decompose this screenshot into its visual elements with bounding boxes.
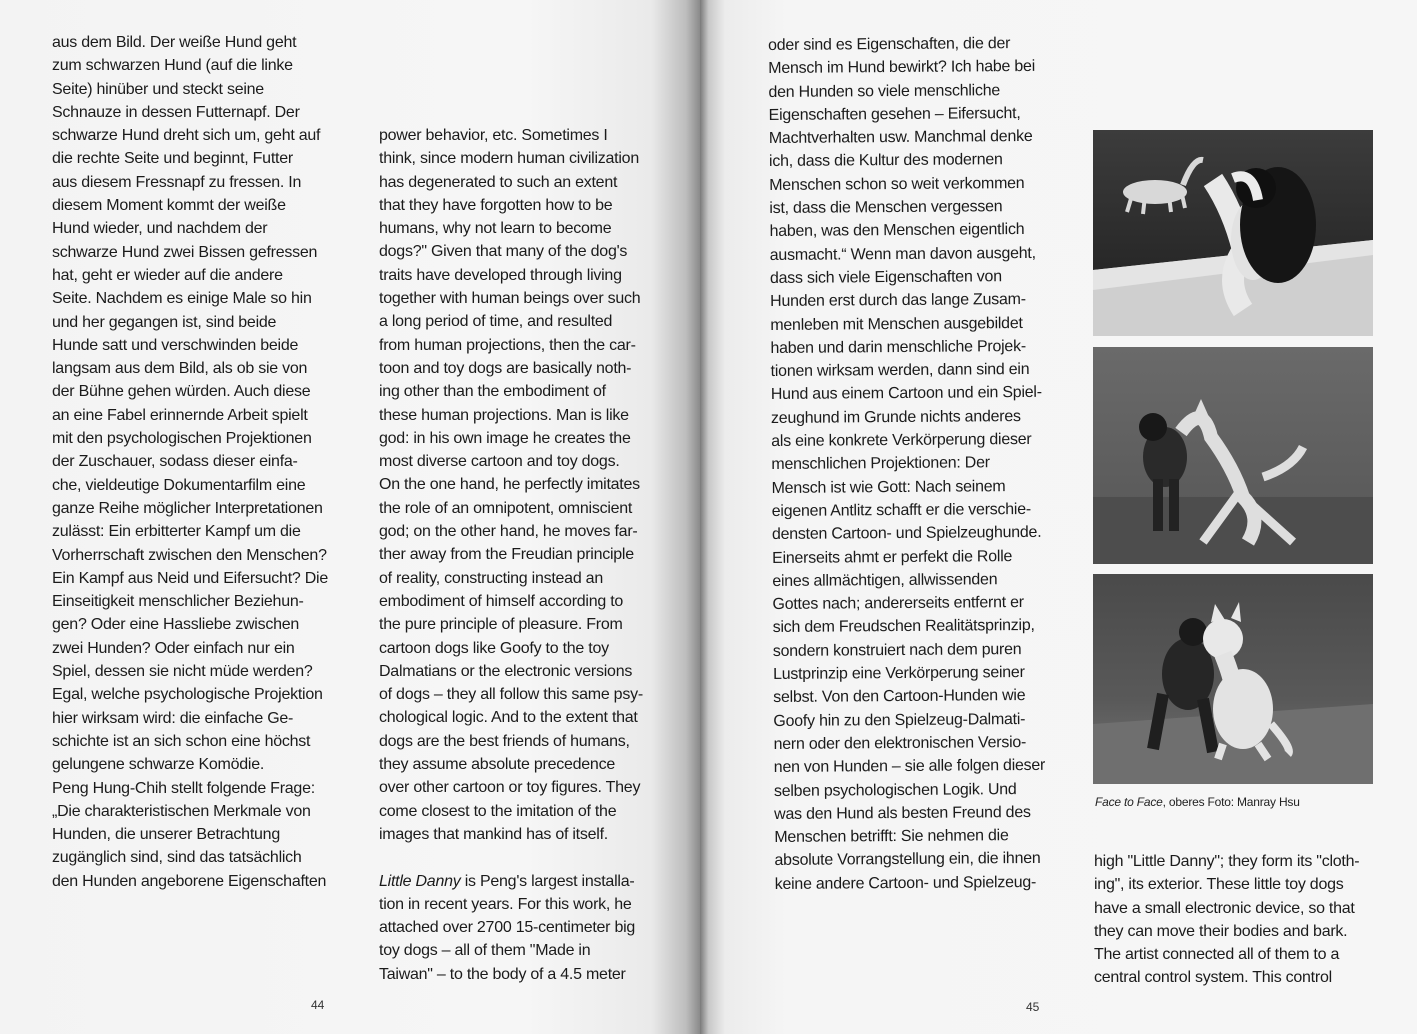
text-line: gen? Oder eine Hassliebe zwischen (52, 616, 300, 634)
german-text-column-left (52, 31, 328, 893)
text-line: selben psychologischen Logik. Und (773, 780, 1017, 800)
text-line: ausmacht.“ Wenn man davon ausgeht, (769, 244, 1036, 264)
text-line: ist, dass die Menschen vergessen (769, 198, 1003, 218)
text-line: Gottes nach; andererseits entfernt er (772, 594, 1024, 614)
text-line: ganze Reihe möglicher Interpretationen (52, 499, 323, 517)
text-line: ther away from the Freudian principle (379, 546, 634, 564)
text-line: sondern konstruiert nach dem puren (772, 640, 1022, 660)
text-line: diesem Moment kommt der weiße (52, 197, 286, 215)
text-line: Vorherrschaft zwischen den Menschen? (52, 546, 327, 564)
text-line: ing", its exterior. These little toy dogs (1094, 876, 1344, 894)
text-line: Einerseits ahmt er perfekt die Rolle (772, 547, 1013, 567)
text-line: Hund wieder, und nachdem der (52, 220, 268, 238)
text-line: toon and toy dogs are basically noth- (379, 359, 632, 377)
text-line: ing other than the embodiment of (379, 383, 606, 401)
text-line: aus diesem Fressnapf zu fressen. In (52, 173, 302, 191)
text-line: have a small electronic device, so that (1094, 899, 1355, 917)
text-line: langsam aus dem Bild, als ob sie von (52, 360, 308, 378)
text-line: Lustprinzip eine Verkörperung seiner (772, 664, 1025, 683)
text-line: keine andere Cartoon- und Spielzeug- (774, 873, 1037, 893)
text-line: god; on the other hand, he moves far- (379, 523, 638, 541)
text-line: eigenen Antlitz schafft er die verschie- (771, 500, 1031, 520)
text-line: a long period of time, and resulted (379, 313, 613, 331)
text-line: menleben mit Menschen ausgebildet (770, 314, 1023, 334)
text-line: of reality, constructing instead an (379, 569, 603, 587)
text-line: haben und darin menschliche Projek- (770, 337, 1026, 357)
text-line: embodiment of himself according to (379, 592, 624, 610)
text-line: selbst. Von den Cartoon-Hunden wie (773, 687, 1026, 707)
text-line: schwarze Hund zwei Bissen gefressen (52, 243, 318, 261)
text-line: tion in recent years. For this work, he (379, 895, 632, 913)
caption-credit: , oberes Foto: Manray Hsu (1162, 795, 1300, 809)
text-line: over other cartoon or toy figures. They (379, 779, 641, 797)
english-text-column-right (1094, 850, 1359, 990)
text-line: hier wirksam wird: die einfache Ge- (52, 709, 294, 727)
text-line: an eine Fabel erinnernde Arbeit spielt (52, 406, 308, 424)
text-line: aus dem Bild. Der weiße Hund geht (52, 34, 297, 51)
page-number-left: 44 (311, 998, 325, 1012)
text-line: nern oder den elektronischen Versio- (773, 733, 1027, 753)
text-line: attached over 2700 15-centimeter big (379, 919, 636, 937)
text-line: zwei Hunden? Oder einfach nur ein (52, 639, 295, 657)
text-line: hat, geht er wieder auf die andere (52, 266, 283, 284)
text-line: that they have forgotten how to be (379, 196, 613, 214)
text-line: zeughund im Grunde nichts anderes (770, 407, 1021, 427)
text-line: high "Little Danny"; they form its "cloth- (1094, 853, 1360, 870)
text-line: Seite) hinüber und steckt seine (52, 80, 264, 98)
text-line: Spiel, dessen sie nicht müde werden? (52, 663, 313, 681)
text-line: they assume absolute precedence (379, 756, 615, 774)
text-line: think, since modern human civilization (379, 150, 639, 168)
text-line: „Die charakteristischen Merkmale von (52, 802, 311, 820)
text-line: of dogs – they all follow this same psy- (379, 686, 643, 704)
text-line: zum schwarzen Hund (auf die linke (52, 57, 293, 75)
text-line: Hunden erst durch das lange Zusam- (770, 291, 1026, 311)
english-text-column-left (379, 124, 643, 986)
text-line: als eine konkrete Verkörperung dieser (771, 430, 1032, 451)
text-line: Seite. Nachdem es einige Male so hin (52, 290, 312, 308)
text-line-rest: is Peng's largest installa- (460, 872, 635, 890)
text-line: Schnauze in dessen Futternapf. Der (52, 103, 300, 121)
text-line: these human projections. Man is like (379, 406, 629, 424)
photo-child-kissing-dog-sculpture (1093, 347, 1373, 564)
text-line: gelungene schwarze Komödie. (52, 756, 265, 774)
text-line: der Zuschauer, sodass dieser einfa- (52, 453, 298, 471)
photo-sculptures-dogs-gallery (1093, 130, 1373, 336)
text-line: und her gegangen ist, sind beide (52, 313, 277, 331)
text-line: they can move their bodies and bark. (1094, 922, 1348, 940)
right-page (700, 0, 1417, 1034)
text-line: dogs?" Given that many of the dog's (379, 243, 628, 261)
text-line: Menschen schon so weit verkommen (769, 174, 1025, 194)
text-line: ich, dass die Kultur des modernen (768, 151, 1003, 171)
text-line: was den Hund als besten Freund des (774, 803, 1031, 823)
page-number-right: 45 (1026, 1000, 1040, 1014)
text-line: menschlichen Projektionen: Der (771, 454, 990, 474)
text-line: sich dem Freudschen Realitätsprinzip, (772, 617, 1035, 637)
text-line: che, vieldeutige Dokumentarfilm eine (52, 476, 306, 494)
text-line: schichte ist an sich schon eine höchst (52, 732, 311, 750)
text-line: the role of an omnipotent, omniscient (379, 499, 633, 517)
photo-man-crouching-with-dog-sculpture (1093, 574, 1373, 784)
text-line: humans, why not learn to become (379, 220, 612, 238)
text-line: Hunden, die unserer Betrachtung (52, 826, 280, 844)
german-text-column-right (768, 32, 1046, 896)
text-line (379, 870, 643, 893)
text-line: zugänglich sind, sind das tatsächlich (52, 849, 302, 867)
text-line: Dalmatians or the electronic versions (379, 662, 633, 680)
text-line: has degenerated to such an extent (379, 173, 618, 191)
text-line: der Bühne gehen würden. Auch diese (52, 383, 311, 401)
text-line: eines allmächtigen, allwissenden (772, 571, 998, 590)
text-line: zulässt: Ein erbitterter Kampf um die (52, 523, 301, 541)
text-line: come closest to the imitation of the (379, 802, 617, 820)
text-line: god: in his own image he creates the (379, 429, 631, 447)
text-line: together with human beings over such (379, 290, 641, 308)
text-line: haben, was den Menschen eigentlich (769, 221, 1025, 241)
text-line: central control system. This control (1094, 969, 1332, 987)
text-line: dass sich viele Eigenschaften von (769, 268, 1002, 287)
text-line: Menschen betrifft: Sie nehmen die (774, 827, 1009, 847)
text-line: chological logic. And to the extent that (379, 709, 638, 727)
text-line: the pure principle of pleasure. From (379, 616, 623, 634)
text-line: oder sind es Eigenschaften, die der (768, 35, 1011, 54)
text-line: Goofy hin zu den Spielzeug-Dalmati- (773, 710, 1026, 730)
text-line: Egal, welche psychologische Projektion (52, 686, 323, 704)
text-line: On the one hand, he perfectly imitates (379, 476, 640, 494)
text-line: Mensch im Hund bewirkt? Ich habe bei (768, 58, 1036, 78)
text-line: Mensch ist wie Gott: Nach seinem (771, 477, 1006, 497)
text-line: cartoon dogs like Goofy to the toy (379, 639, 609, 657)
text-line: tionen wirksam werden, dann sind ein (770, 361, 1030, 381)
text-line: Hund aus einem Cartoon und ein Spiel- (770, 384, 1042, 404)
left-page (0, 0, 700, 1034)
text-line: traits have developed through living (379, 266, 622, 284)
text-line: den Hunden so viele menschliche (768, 81, 1001, 101)
text-line: nen von Hunden – sie alle folgen dieser (773, 757, 1046, 777)
text-line: Peng Hung-Chih stellt folgende Frage: (52, 779, 315, 797)
text-line: mit den psychologischen Projektionen (52, 430, 312, 448)
text-line: absolute Vorrangstellung ein, die ihnen (774, 850, 1041, 870)
paragraph-gap (379, 846, 643, 869)
photo-caption (1095, 795, 1300, 809)
text-line: den Hunden angeborene Eigenschaften (52, 872, 327, 890)
caption-title: Face to Face (1095, 795, 1163, 809)
text-line: toy dogs – all of them "Made in (379, 942, 591, 960)
text-line: Ein Kampf aus Neid und Eifersucht? Die (52, 569, 328, 587)
text-line: Eigenschaften gesehen – Eifersucht, (768, 104, 1021, 124)
text-line: The artist connected all of them to a (1094, 946, 1340, 964)
text-line: Machtverhalten usw. Manchmal denke (768, 128, 1033, 148)
text-line: densten Cartoon- und Spielzeughunde. (771, 524, 1042, 544)
text-line: die rechte Seite und beginnt, Futter (52, 150, 293, 168)
text-line: dogs are the best friends of humans, (379, 732, 630, 750)
text-line: Taiwan" – to the body of a 4.5 meter (379, 965, 626, 983)
text-line: schwarze Hund dreht sich um, geht auf (52, 127, 321, 145)
work-title: Little Danny (379, 872, 461, 890)
text-line: from human projections, then the car- (379, 336, 636, 354)
text-line: Hunde satt und verschwinden beide (52, 336, 299, 354)
text-line: images that mankind has of itself. (379, 825, 608, 843)
text-line: most diverse cartoon and toy dogs. (379, 453, 620, 471)
text-line: Einseitigkeit menschlicher Beziehun- (52, 593, 304, 611)
text-line: power behavior, etc. Sometimes I (379, 127, 608, 144)
